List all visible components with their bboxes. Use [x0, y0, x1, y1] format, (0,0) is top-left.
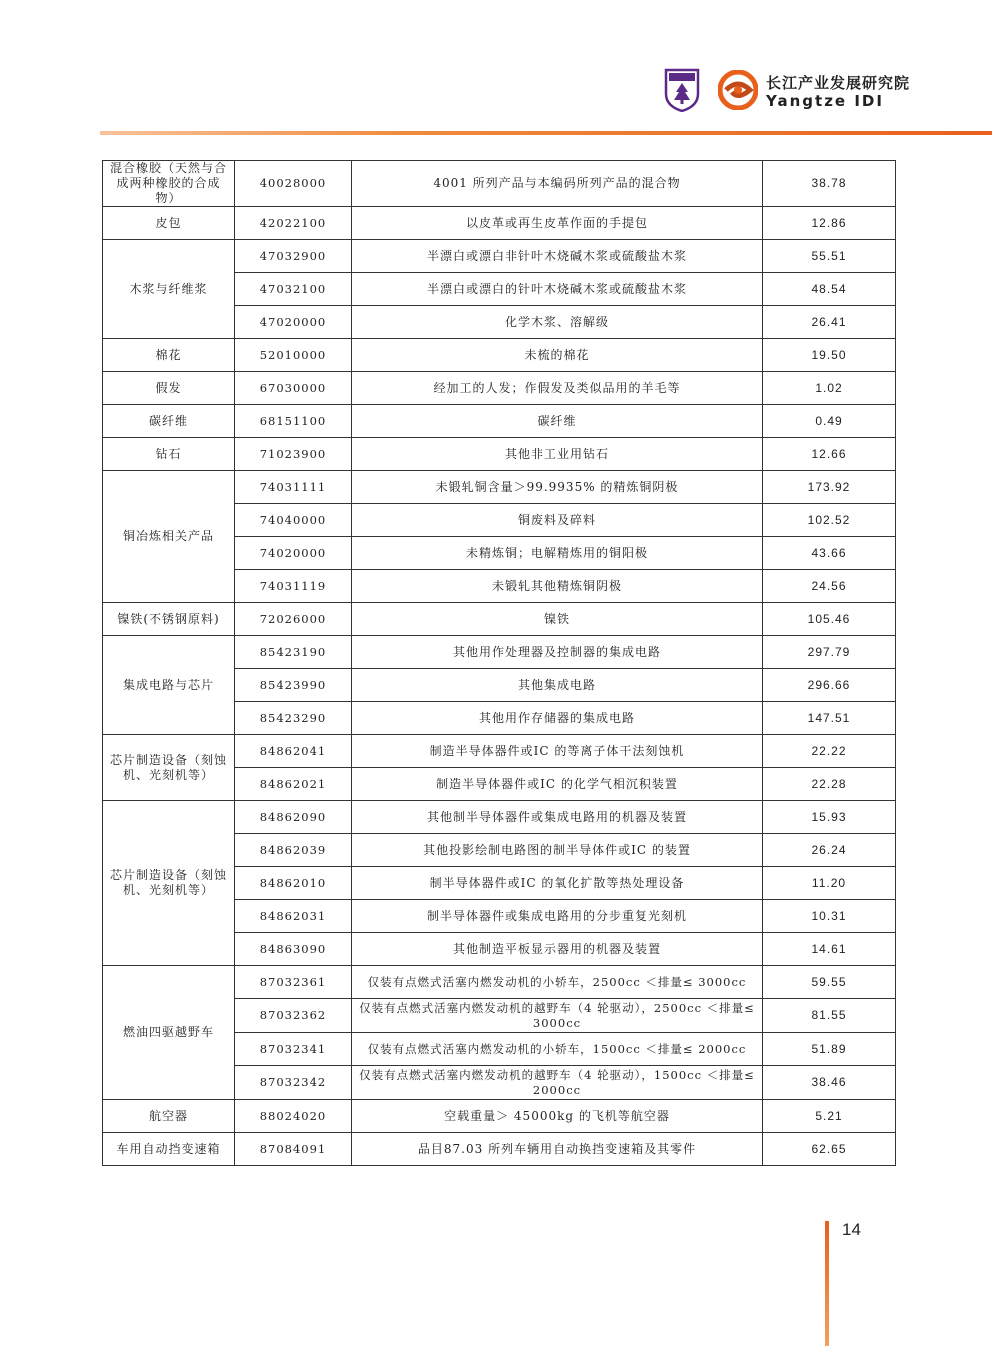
category-cell: 钻石 [103, 438, 235, 471]
description-cell: 仅装有点燃式活塞内燃发动机的小轿车，2500cc ＜排量≤ 3000cc [352, 966, 763, 999]
table-row [103, 966, 896, 999]
value-cell: 38.46 [763, 1066, 896, 1100]
code-cell: 84862021 [235, 768, 352, 801]
description-cell: 半漂白或漂白的针叶木烧碱木浆或硫酸盐木浆 [352, 273, 763, 306]
code-cell: 47032900 [235, 240, 352, 273]
header-divider [100, 131, 992, 135]
value-cell: 81.55 [763, 999, 896, 1033]
code-cell: 87032342 [235, 1066, 352, 1100]
code-cell: 84862010 [235, 867, 352, 900]
value-cell: 38.78 [763, 161, 896, 207]
table-row [103, 471, 896, 504]
value-cell: 51.89 [763, 1033, 896, 1066]
table-row [103, 735, 896, 768]
code-cell: 47020000 [235, 306, 352, 339]
value-cell: 5.21 [763, 1100, 896, 1133]
code-cell: 85423190 [235, 636, 352, 669]
value-cell: 12.86 [763, 207, 896, 240]
table-row [103, 240, 896, 273]
code-cell: 87032362 [235, 999, 352, 1033]
code-cell: 42022100 [235, 207, 352, 240]
code-cell: 84862031 [235, 900, 352, 933]
code-cell: 71023900 [235, 438, 352, 471]
code-cell: 74020000 [235, 537, 352, 570]
description-cell: 以皮革或再生皮革作面的手提包 [352, 207, 763, 240]
value-cell: 15.93 [763, 801, 896, 834]
description-cell: 仅装有点燃式活塞内燃发动机的越野车（4 轮驱动），2500cc ＜排量≤ 3000cc [352, 999, 763, 1033]
description-cell: 碳纤维 [352, 405, 763, 438]
code-cell: 87032341 [235, 1033, 352, 1066]
value-cell: 10.31 [763, 900, 896, 933]
description-cell: 经加工的人发；作假发及类似品用的羊毛等 [352, 372, 763, 405]
import-products-table [102, 160, 896, 1166]
code-cell: 52010000 [235, 339, 352, 372]
value-cell: 12.66 [763, 438, 896, 471]
description-cell: 其他投影绘制电路图的制半导体件或IC 的装置 [352, 834, 763, 867]
category-cell: 车用自动挡变速箱 [103, 1133, 235, 1166]
table-row [103, 636, 896, 669]
code-cell: 87032361 [235, 966, 352, 999]
value-cell: 0.49 [763, 405, 896, 438]
yangtze-idi-logo-icon [718, 70, 758, 110]
description-cell: 仅装有点燃式活塞内燃发动机的越野车（4 轮驱动），1500cc ＜排量≤ 2000cc [352, 1066, 763, 1100]
value-cell: 297.79 [763, 636, 896, 669]
category-cell: 集成电路与芯片 [103, 636, 235, 735]
value-cell: 26.24 [763, 834, 896, 867]
description-cell: 未锻轧铜含量＞99.9935% 的精炼铜阴极 [352, 471, 763, 504]
value-cell: 55.51 [763, 240, 896, 273]
university-emblem-icon [664, 68, 700, 112]
table-row [103, 1100, 896, 1133]
value-cell: 14.61 [763, 933, 896, 966]
code-cell: 74040000 [235, 504, 352, 537]
description-cell: 空载重量＞ 45000kg 的飞机等航空器 [352, 1100, 763, 1133]
description-cell: 其他非工业用钻石 [352, 438, 763, 471]
page-number: 14 [842, 1220, 861, 1239]
category-cell: 碳纤维 [103, 405, 235, 438]
table-row [103, 161, 896, 207]
description-cell: 化学木浆、溶解级 [352, 306, 763, 339]
page-number-bar [825, 1221, 829, 1346]
description-cell: 半漂白或漂白非针叶木烧碱木浆或硫酸盐木浆 [352, 240, 763, 273]
category-cell: 芯片制造设备（刻蚀机、光刻机等） [103, 801, 235, 966]
category-cell: 航空器 [103, 1100, 235, 1133]
value-cell: 19.50 [763, 339, 896, 372]
description-cell: 其他制半导体器件或集成电路用的机器及装置 [352, 801, 763, 834]
description-cell: 制造半导体器件或IC 的等离子体干法刻蚀机 [352, 735, 763, 768]
description-cell: 铜废料及碎料 [352, 504, 763, 537]
code-cell: 85423290 [235, 702, 352, 735]
value-cell: 105.46 [763, 603, 896, 636]
description-cell: 未精炼铜；电解精炼用的铜阳极 [352, 537, 763, 570]
description-cell: 镍铁 [352, 603, 763, 636]
description-cell: 其他制造平板显示器用的机器及装置 [352, 933, 763, 966]
table-row [103, 339, 896, 372]
table-row [103, 801, 896, 834]
code-cell: 72026000 [235, 603, 352, 636]
code-cell: 85423990 [235, 669, 352, 702]
org-name-cn: 长江产业发展研究院 [766, 74, 911, 92]
description-cell: 其他用作存储器的集成电路 [352, 702, 763, 735]
code-cell: 67030000 [235, 372, 352, 405]
value-cell: 173.92 [763, 471, 896, 504]
description-cell: 制半导体器件或IC 的氧化扩散等热处理设备 [352, 867, 763, 900]
code-cell: 74031119 [235, 570, 352, 603]
code-cell: 47032100 [235, 273, 352, 306]
description-cell: 品目87.03 所列车辆用自动换挡变速箱及其零件 [352, 1133, 763, 1166]
category-cell: 皮包 [103, 207, 235, 240]
value-cell: 62.65 [763, 1133, 896, 1166]
value-cell: 102.52 [763, 504, 896, 537]
description-cell: 4001 所列产品与本编码所列产品的混合物 [352, 161, 763, 207]
category-cell: 假发 [103, 372, 235, 405]
category-cell: 棉花 [103, 339, 235, 372]
table-row [103, 438, 896, 471]
value-cell: 22.28 [763, 768, 896, 801]
value-cell: 1.02 [763, 372, 896, 405]
value-cell: 11.20 [763, 867, 896, 900]
category-cell: 铜冶炼相关产品 [103, 471, 235, 603]
code-cell: 87084091 [235, 1133, 352, 1166]
value-cell: 296.66 [763, 669, 896, 702]
table-row [103, 405, 896, 438]
description-cell: 其他用作处理器及控制器的集成电路 [352, 636, 763, 669]
description-cell: 制造半导体器件或IC 的化学气相沉积装置 [352, 768, 763, 801]
table-row [103, 603, 896, 636]
table-row [103, 207, 896, 240]
value-cell: 26.41 [763, 306, 896, 339]
value-cell: 24.56 [763, 570, 896, 603]
description-cell: 仅装有点燃式活塞内燃发动机的小轿车，1500cc ＜排量≤ 2000cc [352, 1033, 763, 1066]
table-row [103, 372, 896, 405]
value-cell: 22.22 [763, 735, 896, 768]
org-name-en: Yangtze IDI [766, 92, 884, 110]
table-row [103, 1133, 896, 1166]
value-cell: 48.54 [763, 273, 896, 306]
org-name [766, 74, 911, 110]
code-cell: 74031111 [235, 471, 352, 504]
category-cell: 木浆与纤维浆 [103, 240, 235, 339]
category-cell: 混合橡胶（天然与合成两种橡胶的合成物） [103, 161, 235, 207]
description-cell: 其他集成电路 [352, 669, 763, 702]
description-cell: 未锻轧其他精炼铜阴极 [352, 570, 763, 603]
value-cell: 43.66 [763, 537, 896, 570]
code-cell: 84862090 [235, 801, 352, 834]
code-cell: 84863090 [235, 933, 352, 966]
description-cell: 未梳的棉花 [352, 339, 763, 372]
category-cell: 镍铁(不锈钢原料) [103, 603, 235, 636]
code-cell: 68151100 [235, 405, 352, 438]
code-cell: 84862041 [235, 735, 352, 768]
category-cell: 燃油四驱越野车 [103, 966, 235, 1100]
code-cell: 84862039 [235, 834, 352, 867]
code-cell: 40028000 [235, 161, 352, 207]
description-cell: 制半导体器件或集成电路用的分步重复光刻机 [352, 900, 763, 933]
category-cell: 芯片制造设备（刻蚀机、光刻机等） [103, 735, 235, 801]
code-cell: 88024020 [235, 1100, 352, 1133]
value-cell: 59.55 [763, 966, 896, 999]
value-cell: 147.51 [763, 702, 896, 735]
